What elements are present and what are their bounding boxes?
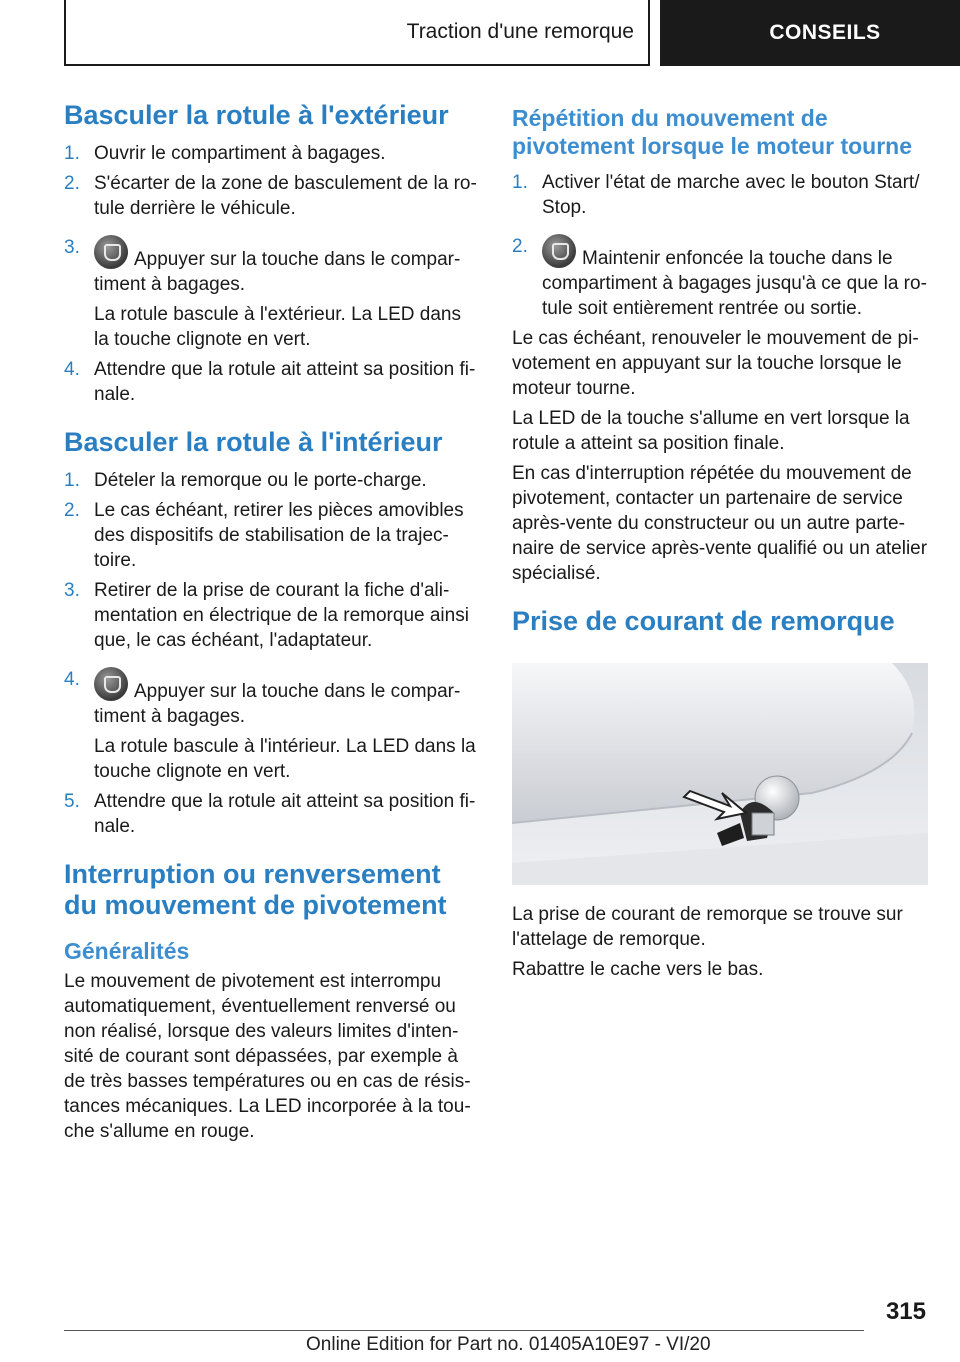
chapter-header [64,0,650,66]
page-number: 315 [885,1298,926,1325]
general-paragraph: Le mouvement de pivotement est interrompu automatiquement, éventuellement renversé ou non réalisé, lorsque des valeurs limites d'intensité de courant sont dépassées, par exemple à de très basses températures ou en cas de résistances mécaniques. La LED incorporée à la touche s'allume en rouge. [64,971,471,1142]
paragraph: En cas d'interruption répétée du mouvement de pivotement, contacter un partenaire de service après-vente du constructeur ou un autre partenaire de service après-vente qualifié ou un atelier spécialisé. [512,463,928,584]
heading-trailer-socket: Prise de courant de remorque [512,606,895,636]
section-tab [660,0,960,66]
steps-swing-in [64,468,478,839]
list-item: 3. Retirer de la prise de courant la fiche d'alimentation en électrique de la remorque ainsi que, le cas échéant, l'adaptateur. [64,580,469,651]
left-column [64,100,478,1149]
list-item: 2. Maintenir enfoncée la touche dans le compartiment à bagages jusqu'à ce que la rotule soit entièrement rentrée ou sortie. [512,236,927,319]
heading-repeat: Répétition du mouvement de pivotement lorsque le moteur tourne [512,105,912,159]
footer-divider [64,1330,864,1331]
subheading-general: Généralités [64,938,190,964]
list-item: 1. Activer l'état de marche avec le bouton Start/ Stop. [512,172,920,218]
steps-repeat [512,170,928,321]
paragraph: La prise de courant de remorque se trouve sur l'attelage de remorque. [512,904,903,950]
chapter-title: Traction d'une remorque [406,20,634,43]
list-item: 4. Appuyer sur la touche dans le compartiment à bagages. La rotule bascule à l'intérieur. La LED dans la touche clignote en vert. [64,669,476,782]
list-item: 4. Attendre que la rotule ait atteint sa position finale. [64,359,476,405]
heading-swing-in: Basculer la rotule à l'intérieur [64,427,443,457]
paragraph: La LED de la touche s'allume en vert lorsque la rotule a atteint sa position finale. [512,408,910,454]
right-column [512,100,928,987]
heading-interruption: Interruption ou renversement du mouvement de pivotement [64,859,447,920]
list-item: 1. Ouvrir le compartiment à bagages. [64,143,386,164]
trunk-button-icon [94,235,128,269]
steps-swing-out [64,141,478,407]
edition-footer: Online Edition for Part no. 01405A10E97 - VI/20 [306,1334,711,1355]
list-item: 1. Dételer la remorque ou le porte-charge. [64,470,427,491]
heading-swing-out: Basculer la rotule à l'extérieur [64,100,449,130]
trailer-socket-illustration [512,663,928,885]
trunk-button-icon [94,667,128,701]
list-item: 3. Appuyer sur la touche dans le compartiment à bagages. La rotule bascule à l'extérieur. La LED dans la touche clignote en vert. [64,237,461,350]
list-item: 2. Le cas échéant, retirer les pièces amovibles des dispositifs de stabilisation de la trajectoire. [64,500,464,571]
trunk-button-icon [542,234,576,268]
paragraph: Rabattre le cache vers le bas. [512,959,764,980]
list-item: 5. Attendre que la rotule ait atteint sa position finale. [64,791,476,837]
list-item: 2. S'écarter de la zone de basculement de la rotule derrière le véhicule. [64,173,477,219]
section-title: CONSEILS [769,21,881,44]
paragraph: Le cas échéant, renouveler le mouvement de pivotement en appuyant sur la touche lorsque le moteur tourne. [512,328,919,399]
